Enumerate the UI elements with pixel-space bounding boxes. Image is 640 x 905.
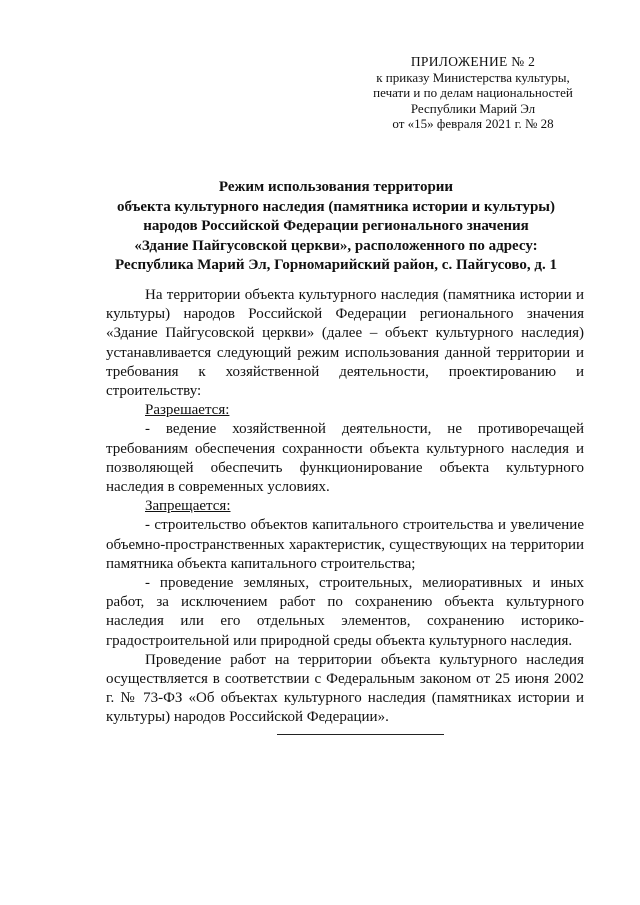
intro-paragraph: На территории объекта культурного наследия (памятника истории и культуры) народов Российской Федерации регионального значения «Здание Пайгусовской церкви» (далее – объект культурного наследия) устанавливается следующий режим использования данной территории и требования к хозяйственной деятельности, проектированию и строительству:: [106, 287, 584, 400]
title-line-1: Режим использования территории: [218, 179, 454, 195]
document-title: [92, 178, 580, 276]
closing-paragraph: Проведение работ на территории объекта культурного наследия осуществляется в соответствии с Федеральным законом от 25 июня 2002 г. № 73-ФЗ «Об объектах культурного наследия (памятниках истории и культуры) народов Российской Федерации».: [106, 651, 584, 726]
forbidden-label-line: [106, 497, 584, 516]
annex-ministry-line: печати и по делам национальностей: [373, 85, 573, 101]
allowed-label-line: [106, 401, 584, 420]
title-line-2: объекта культурного наследия (памятника истории и культуры): [116, 198, 555, 215]
forbidden-item-1: - строительство объектов капитального строительства и увеличение объемно-пространственных характеристик, существующих на территории памятника объекта капитального строительства;: [106, 517, 584, 572]
end-divider-line: [277, 734, 444, 735]
allowed-item: - ведение хозяйственной деятельности, не противоречащей требованиям обеспечения сохранности объекта культурного наследия и позволяющей обеспечить функционирование объекта культурного наследия в современных условиях.: [106, 421, 584, 496]
title-line-4: «Здание Пайгусовской церкви», расположенного по адресу:: [134, 237, 538, 254]
document-body: [106, 286, 584, 728]
annex-date-line: от «15» февраля 2021 г. № 28: [392, 116, 554, 132]
forbidden-label: Запрещается:: [145, 498, 231, 515]
annex-header: [358, 54, 588, 132]
annex-number: ПРИЛОЖЕНИЕ № 2: [410, 54, 536, 69]
title-line-3: народов Российской Федерации регионального значения: [143, 218, 529, 235]
annex-republic-line: Республики Марий Эл: [410, 100, 536, 116]
title-line-5: Республика Марий Эл, Горномарийский район, с. Пайгусово, д. 1: [114, 257, 557, 274]
forbidden-item-2: - проведение земляных, строительных, мелиоративных и иных работ, за исключением работ по сохранению объекта культурного наследия или его отдельных элементов, сохранению историко-градостроительной или природной среды объекта культурного наследия.: [106, 575, 584, 649]
annex-order-line: к приказу Министерства культуры,: [376, 69, 570, 85]
allowed-label: Разрешается:: [145, 402, 230, 419]
